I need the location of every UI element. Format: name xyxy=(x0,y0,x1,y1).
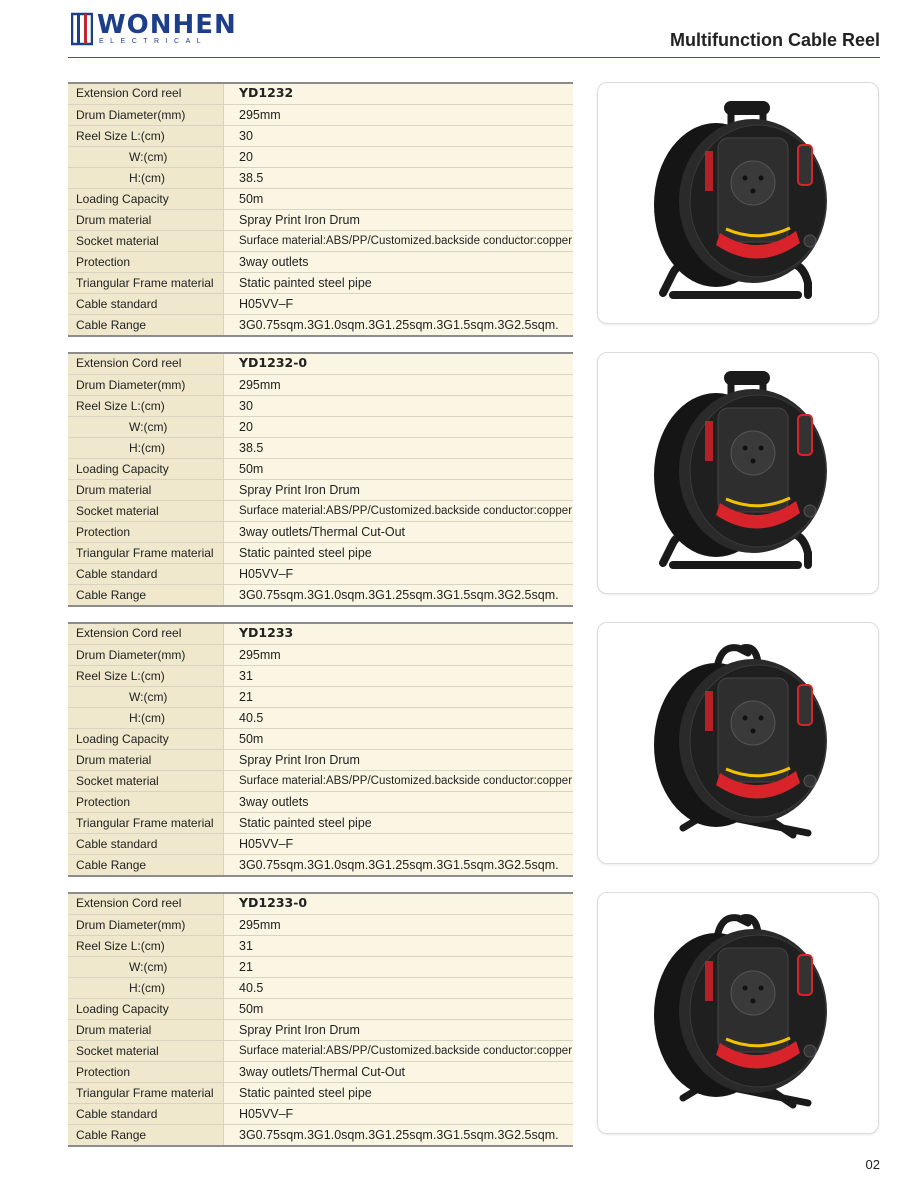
spec-table xyxy=(68,892,573,1147)
spec-row xyxy=(68,294,573,315)
spec-row xyxy=(68,480,573,501)
spec-value: 40.5 xyxy=(239,981,264,995)
spec-label: Drum material xyxy=(68,480,224,500)
product-photo xyxy=(597,892,879,1134)
spec-label: Loading Capacity xyxy=(68,729,224,749)
spec-row xyxy=(68,375,573,396)
spec-row xyxy=(68,189,573,210)
spec-row xyxy=(68,82,573,105)
spec-label: Reel Size L:(cm) xyxy=(68,126,224,146)
logo-wordmark: WONHEN xyxy=(97,10,237,40)
spec-row xyxy=(68,771,573,792)
logo-subtext: ELECTRICAL xyxy=(99,38,208,45)
product-block xyxy=(68,892,880,1142)
spec-row xyxy=(68,210,573,231)
spec-label: Protection xyxy=(68,1062,224,1082)
spec-label: Socket material xyxy=(68,501,224,521)
spec-label: Socket material xyxy=(68,1041,224,1061)
model-number: YD1233 xyxy=(239,625,294,640)
spec-row xyxy=(68,687,573,708)
spec-value: 3way outlets xyxy=(239,795,309,809)
spec-label: Drum Diameter(mm) xyxy=(68,105,224,125)
spec-row xyxy=(68,978,573,999)
spec-row xyxy=(68,729,573,750)
spec-table xyxy=(68,82,573,337)
spec-value: Static painted steel pipe xyxy=(239,816,372,830)
spec-label: Drum material xyxy=(68,750,224,770)
spec-value: 295mm xyxy=(239,378,281,392)
spec-value: H05VV–F xyxy=(239,837,294,851)
spec-row xyxy=(68,273,573,294)
spec-row xyxy=(68,834,573,855)
spec-value: 20 xyxy=(239,150,253,164)
spec-row xyxy=(68,622,573,645)
spec-label: Drum Diameter(mm) xyxy=(68,375,224,395)
cable-reel-image xyxy=(598,353,878,593)
spec-row xyxy=(68,1020,573,1041)
spec-label: Protection xyxy=(68,792,224,812)
page-title: Multifunction Cable Reel xyxy=(669,30,880,50)
spec-label: Triangular Frame material xyxy=(68,543,224,563)
page-number: 02 xyxy=(865,1157,880,1172)
spec-row xyxy=(68,522,573,543)
spec-value: Spray Print Iron Drum xyxy=(239,753,360,767)
spec-row xyxy=(68,1041,573,1062)
spec-label: Loading Capacity xyxy=(68,189,224,209)
brand-logo xyxy=(71,10,237,50)
spec-table xyxy=(68,622,573,877)
spec-value: Static painted steel pipe xyxy=(239,276,372,290)
spec-row xyxy=(68,315,573,337)
spec-value: H05VV–F xyxy=(239,1107,294,1121)
spec-value: 295mm xyxy=(239,648,281,662)
spec-value: Static painted steel pipe xyxy=(239,546,372,560)
product-block xyxy=(68,82,880,332)
spec-label: Cable standard xyxy=(68,1104,224,1124)
spec-value: 31 xyxy=(239,669,253,683)
spec-label: Protection xyxy=(68,252,224,272)
spec-value: 3G0.75sqm.3G1.0sqm.3G1.25sqm.3G1.5sqm.3G2.5sqm. xyxy=(239,318,559,332)
spec-value: 31 xyxy=(239,939,253,953)
spec-label: Drum material xyxy=(68,1020,224,1040)
product-block xyxy=(68,352,880,602)
spec-label: Socket material xyxy=(68,231,224,251)
spec-row xyxy=(68,999,573,1020)
spec-value: Surface material:ABS/PP/Customized.backside conductor:copper xyxy=(239,235,573,247)
spec-row xyxy=(68,892,573,915)
spec-label: Loading Capacity xyxy=(68,999,224,1019)
spec-row xyxy=(68,792,573,813)
spec-value: 295mm xyxy=(239,918,281,932)
spec-label: Cable standard xyxy=(68,294,224,314)
spec-row xyxy=(68,855,573,877)
spec-value: 3way outlets xyxy=(239,255,309,269)
spec-label: W:(cm) xyxy=(68,957,224,977)
spec-label: Extension Cord reel xyxy=(68,894,224,914)
spec-row xyxy=(68,543,573,564)
spec-row xyxy=(68,438,573,459)
spec-value: Surface material:ABS/PP/Customized.backside conductor:copper xyxy=(239,1045,573,1057)
spec-value: 3G0.75sqm.3G1.0sqm.3G1.25sqm.3G1.5sqm.3G2.5sqm. xyxy=(239,858,559,872)
spec-label: Extension Cord reel xyxy=(68,354,224,374)
cable-reel-image xyxy=(598,893,878,1133)
spec-label: Cable Range xyxy=(68,855,224,875)
cable-reel-image xyxy=(598,623,878,863)
spec-value: 50m xyxy=(239,732,264,746)
spec-row xyxy=(68,585,573,607)
spec-label: Reel Size L:(cm) xyxy=(68,666,224,686)
spec-row xyxy=(68,936,573,957)
spec-value: 21 xyxy=(239,960,253,974)
spec-row xyxy=(68,459,573,480)
spec-label: Cable standard xyxy=(68,564,224,584)
spec-row xyxy=(68,417,573,438)
spec-value: H05VV–F xyxy=(239,567,294,581)
spec-label: Cable Range xyxy=(68,315,224,335)
spec-label: Triangular Frame material xyxy=(68,273,224,293)
spec-label: H:(cm) xyxy=(68,708,224,728)
spec-row xyxy=(68,957,573,978)
spec-label: H:(cm) xyxy=(68,978,224,998)
spec-row xyxy=(68,666,573,687)
spec-label: Reel Size L:(cm) xyxy=(68,396,224,416)
spec-row xyxy=(68,252,573,273)
spec-label: Cable Range xyxy=(68,585,224,605)
spec-value: 50m xyxy=(239,192,264,206)
spec-row xyxy=(68,1125,573,1147)
spec-label: Reel Size L:(cm) xyxy=(68,936,224,956)
spec-value: Spray Print Iron Drum xyxy=(239,1023,360,1037)
spec-label: Triangular Frame material xyxy=(68,1083,224,1103)
spec-row xyxy=(68,1083,573,1104)
spec-row xyxy=(68,147,573,168)
spec-value: 21 xyxy=(239,690,253,704)
spec-row xyxy=(68,1104,573,1125)
spec-label: H:(cm) xyxy=(68,438,224,458)
spec-value: H05VV–F xyxy=(239,297,294,311)
spec-label: Extension Cord reel xyxy=(68,624,224,644)
spec-label: Socket material xyxy=(68,771,224,791)
spec-label: Cable standard xyxy=(68,834,224,854)
spec-row xyxy=(68,564,573,585)
product-photo xyxy=(597,82,879,324)
spec-row xyxy=(68,105,573,126)
spec-value: Surface material:ABS/PP/Customized.backside conductor:copper xyxy=(239,505,573,517)
spec-value: 30 xyxy=(239,129,253,143)
spec-row xyxy=(68,708,573,729)
spec-row xyxy=(68,645,573,666)
spec-row xyxy=(68,352,573,375)
spec-label: Protection xyxy=(68,522,224,542)
spec-value: 50m xyxy=(239,462,264,476)
model-number: YD1232 xyxy=(239,85,294,100)
spec-value: 50m xyxy=(239,1002,264,1016)
spec-row xyxy=(68,813,573,834)
spec-value: 3way outlets/Thermal Cut-Out xyxy=(239,1065,406,1079)
spec-row xyxy=(68,231,573,252)
spec-value: 30 xyxy=(239,399,253,413)
logo-mark-icon xyxy=(71,12,93,46)
spec-row xyxy=(68,501,573,522)
page-header xyxy=(0,0,920,60)
spec-value: 38.5 xyxy=(239,171,264,185)
spec-row xyxy=(68,396,573,417)
spec-row xyxy=(68,126,573,147)
spec-value: 3G0.75sqm.3G1.0sqm.3G1.25sqm.3G1.5sqm.3G2.5sqm. xyxy=(239,588,559,602)
model-number: YD1233-0 xyxy=(239,895,308,910)
spec-value: 20 xyxy=(239,420,253,434)
spec-label: H:(cm) xyxy=(68,168,224,188)
spec-label: Loading Capacity xyxy=(68,459,224,479)
spec-value: 295mm xyxy=(239,108,281,122)
model-number: YD1232-0 xyxy=(239,355,308,370)
spec-row xyxy=(68,750,573,771)
spec-row xyxy=(68,915,573,936)
spec-value: Static painted steel pipe xyxy=(239,1086,372,1100)
spec-label: Triangular Frame material xyxy=(68,813,224,833)
spec-table xyxy=(68,352,573,607)
spec-value: 3way outlets/Thermal Cut-Out xyxy=(239,525,406,539)
cable-reel-image xyxy=(598,83,878,323)
spec-value: 40.5 xyxy=(239,711,264,725)
product-photo xyxy=(597,622,879,864)
spec-row xyxy=(68,1062,573,1083)
spec-value: Spray Print Iron Drum xyxy=(239,213,360,227)
product-block xyxy=(68,622,880,872)
spec-label: Drum Diameter(mm) xyxy=(68,645,224,665)
spec-label: Drum material xyxy=(68,210,224,230)
header-divider xyxy=(68,57,880,58)
spec-label: W:(cm) xyxy=(68,417,224,437)
spec-value: Surface material:ABS/PP/Customized.backside conductor:copper xyxy=(239,775,573,787)
spec-label: Cable Range xyxy=(68,1125,224,1145)
spec-row xyxy=(68,168,573,189)
spec-value: Spray Print Iron Drum xyxy=(239,483,360,497)
product-photo xyxy=(597,352,879,594)
spec-label: Drum Diameter(mm) xyxy=(68,915,224,935)
spec-value: 38.5 xyxy=(239,441,264,455)
spec-label: Extension Cord reel xyxy=(68,84,224,104)
spec-label: W:(cm) xyxy=(68,687,224,707)
spec-value: 3G0.75sqm.3G1.0sqm.3G1.25sqm.3G1.5sqm.3G2.5sqm. xyxy=(239,1128,559,1142)
spec-label: W:(cm) xyxy=(68,147,224,167)
